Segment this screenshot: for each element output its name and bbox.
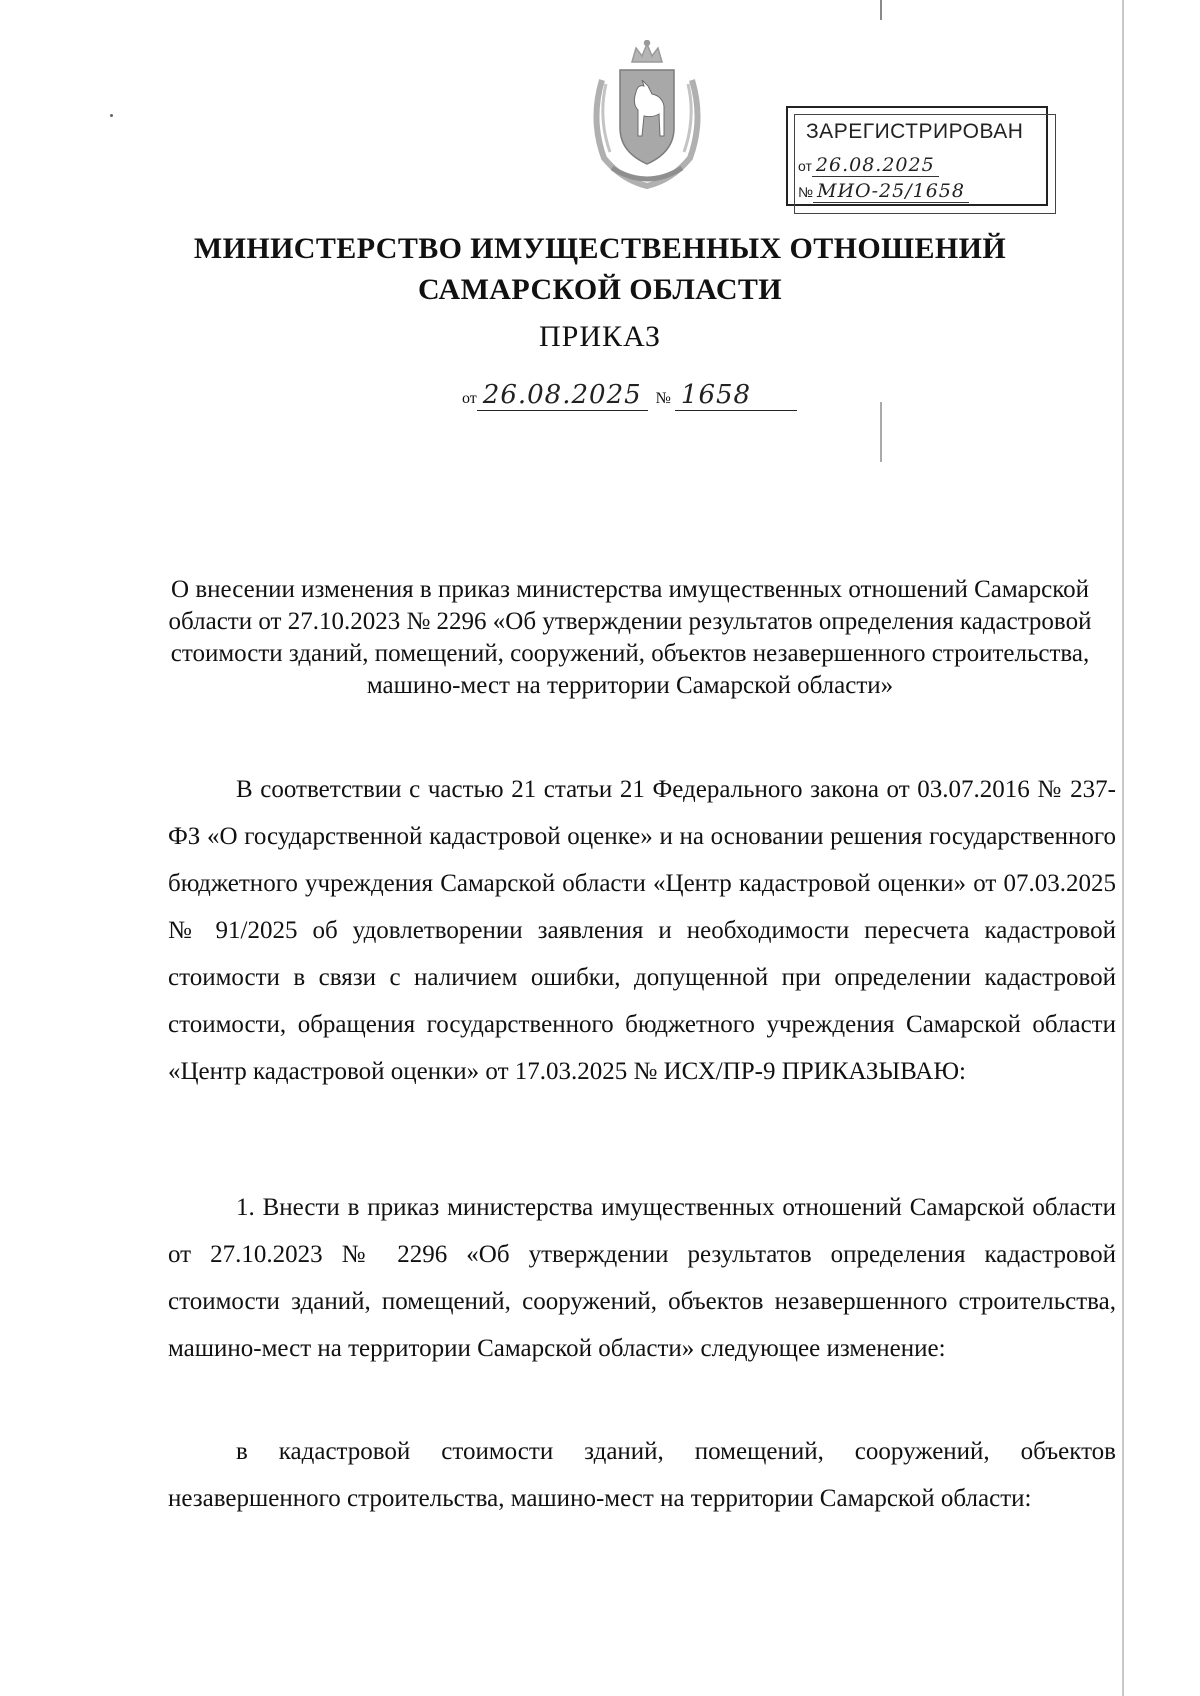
stamp-date-row [798,154,939,177]
order-date-number [462,380,797,411]
order-subject: О внесении изменения в приказ министерства имущественных отношений Самарской области от 27.10.2023 № 2296 «Об утверждении результатов определения кадастровой стоимости зданий, помещений, сооружений, объектов незавершенного строительства, машино-мест на территории Самарской области» [168,576,1092,699]
stamp-number-row [798,180,969,203]
order-number-value: 1658 [680,380,752,410]
body-paragraph-2: 1. Внести в приказ министерства имущественных отношений Самарской области от 27.10.2023 № 2296 «Об утверждении результатов определения кадастровой стоимости зданий, помещений, сооружений, объектов незавершенного строительства, машино-мест на территории Самарской области» следующее изменение: [168,1194,1116,1362]
body-paragraph-1: В соответствии с частью 21 статьи 21 Федерального закона от 03.07.2016 № 237-ФЗ «О государственной кадастровой оценке» и на основании решения государственного бюджетного учреждения Самарской области «Центр кадастровой оценки» от 07.03.2025 № 91/2025 об удовлетворении заявления и необходимости пересчета кадастровой стоимости в связи с наличием ошибки, допущенной при определении кадастровой стоимости, обращения государственного бюджетного учреждения Самарской области «Центр кадастровой оценки» от 17.03.2025 № ИСХ/ПР-9 ПРИКАЗЫВАЮ: [168,776,1116,1085]
stamp-number-label: № [798,184,814,200]
coat-of-arms-icon [582,40,712,190]
body-paragraph-3: в кадастровой стоимости зданий, помещений, сооружений, объектов незавершенного строительства, машино-мест на территории Самарской области: [168,1438,1116,1512]
ministry-line-2: САМАРСКОЙ ОБЛАСТИ [417,273,783,306]
order-number-label: № [655,390,671,407]
stamp-title: ЗАРЕГИСТРИРОВАН [806,120,1024,143]
stamp-date-value: 26.08.2025 [815,154,935,176]
scan-dot [110,114,113,117]
registration-stamp [786,106,1048,206]
ministry-heading [0,228,1200,310]
stamp-date-label: от [798,158,812,174]
order-date-value: 26.08.2025 [482,380,642,410]
scan-mark [880,0,882,20]
scan-mark [880,402,882,462]
ministry-line-1: МИНИСТЕРСТВО ИМУЩЕСТВЕННЫХ ОТНОШЕНИЙ [193,232,1007,265]
document-type: ПРИКАЗ [539,320,661,353]
stamp-number-value: МИО-25/1658 [817,180,965,202]
order-date-label: от [462,390,477,407]
